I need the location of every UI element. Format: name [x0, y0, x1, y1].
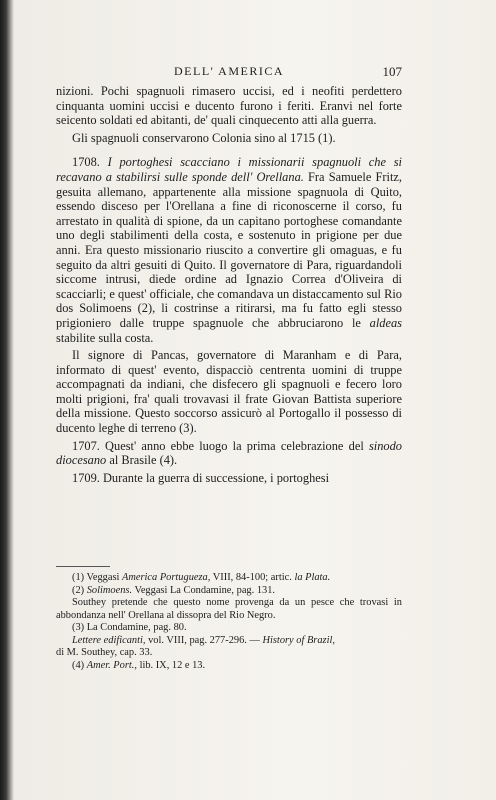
- footnote-3-title: Lettere edificanti,: [72, 634, 146, 646]
- footnote-4-title: Amer. Port.,: [86, 659, 137, 671]
- footnote-2-num: (2): [72, 584, 85, 596]
- footnote-rule: [56, 566, 110, 567]
- footnote-4-ref: lib. IX, 12 e 13.: [139, 659, 206, 671]
- footnotes: [56, 566, 402, 672]
- paragraph-colonia: Gli spagnuoli conservarono Colonia sino al 1715 (1).: [72, 130, 336, 145]
- footnote-3-ref: vol. VIII, pag. 277-296. —: [148, 634, 260, 646]
- footnote-2-note: Southey pretende che questo nome provenga da un pesce che trovasi in abbondanza nell' Orellana al dissopra del Rio Negro.: [56, 597, 402, 621]
- footnote-4: [56, 660, 402, 673]
- footnote-1-artic: la Plata.: [294, 572, 331, 583]
- footnote-1-text: (1) Veggasi: [72, 572, 120, 583]
- paragraph-1708: [56, 155, 402, 345]
- footnote-3: (3) La Condamine, pag. 80.: [72, 622, 187, 633]
- paragraph-1707: [56, 439, 402, 468]
- sinodo-diocesano: sinodo diocesano: [56, 438, 402, 468]
- footnote-2: [56, 585, 402, 598]
- footnote-2-ref: Veggasi La Condamine, pag. 131.: [134, 584, 275, 596]
- footnote-2-title: Solimoens.: [86, 584, 133, 596]
- paragraph-1708-tail: stabilite sulla costa.: [56, 330, 154, 345]
- footnote-1-title: America Portugueza,: [122, 572, 211, 583]
- paragraph-1708-text: Fra Samuele Fritz, gesuita allemano, appartenente alla missione spagnuola di Quito, essendo disceso per l'Orellana a fine di riconoscerne il corso, fu arrestato in qualità di spione, da un capitano portoghese comandante uno degli stabilimenti della costa, e sostenuto in prigione per due anni. Era questo missionario riuscito a convertire gli omaguas, e fu seguito da altri gesuiti di Quito. Il governatore di Para, riguardandoli siccome intrusi, diede ordine ad Ignazio Correa d'Oliveira di scacciarli; e quest' officiale, che comandava un distaccamento sul Rio dos Solimoens (2), li costrinse a ritirarsi, ma fu fatto egli stesso prigioniero dalle truppe spagnuole che abbruciarono le: [56, 169, 402, 330]
- footnote-1: [56, 572, 402, 585]
- word-aldeas: aldeas: [369, 315, 402, 330]
- paragraph-1707-text: 1707. Quest' anno ebbe luogo la prima celebrazione del: [72, 438, 364, 453]
- paragraph-continuation: nizioni. Pochi spagnuoli rimasero uccisi, ed i neofiti perdettero cinquanta uomini uccisi e ducento furono i feriti. Eranvi nel forte seicento soldati ed abitanti, de' quali cinquecento atti alla guerra.: [56, 84, 402, 128]
- footnote-1-ref: VIII, 84-100; artic.: [212, 572, 292, 583]
- paragraph-1707-tail: al Brasile (4).: [109, 453, 178, 468]
- footnote-4-num: (4): [72, 659, 85, 671]
- footnote-3-continued: [56, 635, 402, 648]
- paragraph-1709: 1709. Durante la guerra di successione, i portoghesi: [72, 470, 330, 485]
- page-number: 107: [382, 64, 402, 79]
- main-text: [56, 84, 402, 485]
- footnote-3-title-2: History of Brazil,: [262, 634, 335, 646]
- paragraph-pancas: Il signore di Pancas, governatore di Maranham e di Para, informato di quest' evento, dispacciò centrenta uomini di truppe accompagnati da indiani, che disfecero gli spagnuoli e fecero loro molti prigioni, fra' quali trovavasi il frate Giovan Battista superiore della missione. Questo soccorso assicurò al Portogallo il possesso di ducento leghe di terreno (3).: [56, 348, 402, 436]
- running-title: DELL' AMERICA: [174, 64, 284, 78]
- footnote-3-author: di M. Southey, cap. 33.: [56, 647, 153, 658]
- section-heading: I portoghesi scacciano i missionarii spagnuoli che si recavano a stabilirsi sulle sponde dell' Orellana.: [56, 155, 402, 184]
- year-1708: 1708.: [72, 155, 100, 170]
